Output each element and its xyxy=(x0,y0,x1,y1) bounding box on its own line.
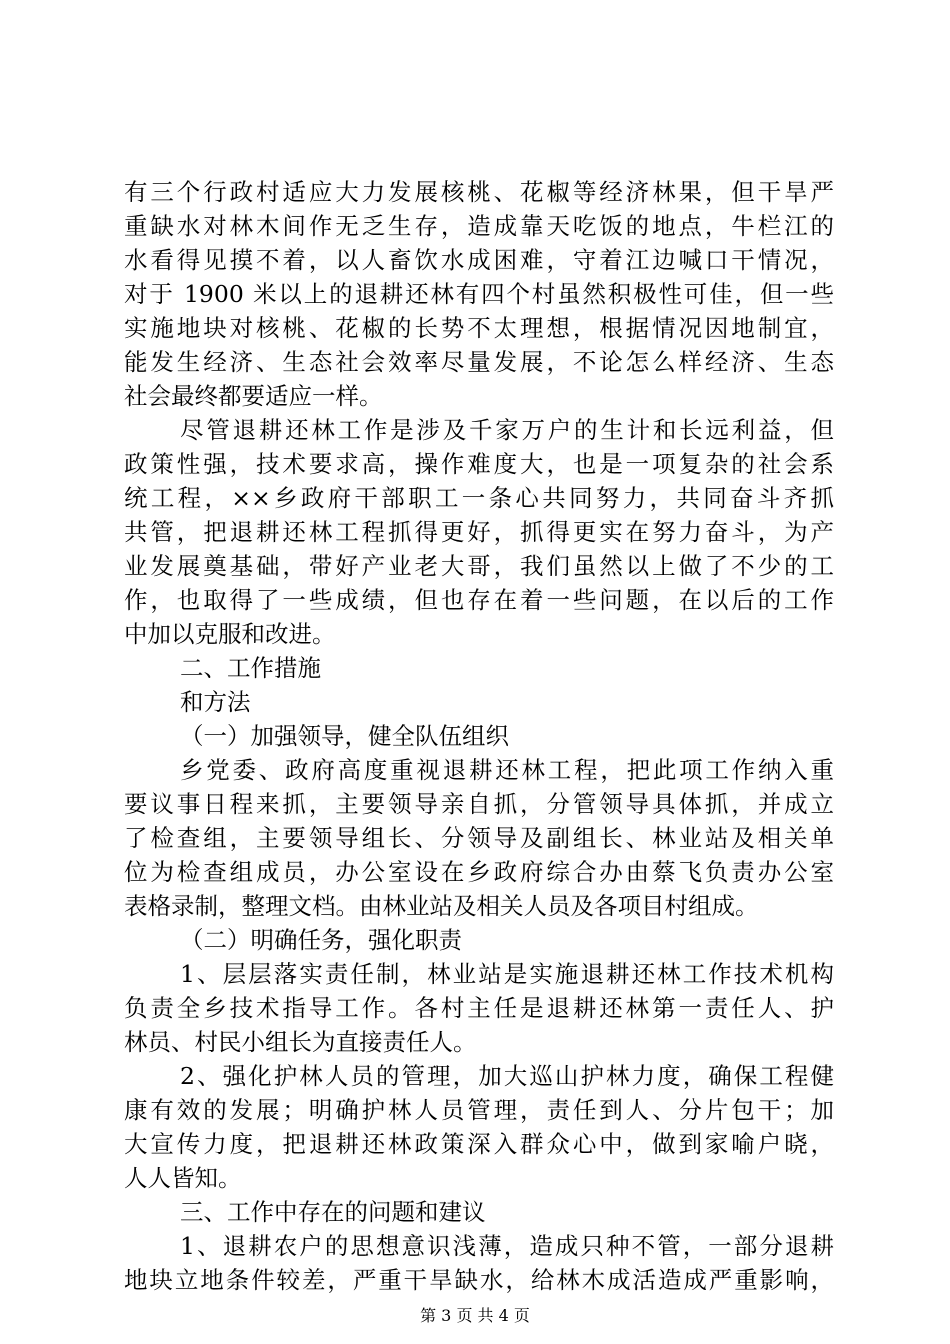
text-line: 水看得见摸不着，以人畜饮水成困难，守着江边喊口干情况， xyxy=(124,246,834,274)
text-line: 重缺水对林木间作无乏生存，造成靠天吃饭的地点，牛栏江的 xyxy=(124,212,834,240)
text-line: 大宣传力度，把退耕还林政策深入群众心中，做到家喻户晓， xyxy=(124,1130,834,1158)
text-line: 负责全乡技术指导工作。各村主任是退耕还林第一责任人、护 xyxy=(124,994,834,1022)
section-heading: 二、工作措施 xyxy=(180,654,321,682)
text-line: 共管，把退耕还林工程抓得更好，抓得更实在努力奋斗，为产 xyxy=(124,518,834,546)
text-line: 地块立地条件较差，严重干旱缺水，给林木成活造成严重影响， xyxy=(124,1266,834,1294)
paragraph-first-line: 乡党委、政府高度重视退耕还林工程，把此项工作纳入重 xyxy=(180,756,834,784)
text-line: 业发展奠基础，带好产业老大哥，我们虽然以上做了不少的工 xyxy=(124,552,834,580)
paragraph-first-line: 1、退耕农户的思想意识浅薄，造成只种不管，一部分退耕 xyxy=(180,1232,834,1260)
text-line: 社会最终都要适应一样。 xyxy=(124,382,383,410)
text-line: 表格录制，整理文档。由林业站及相关人员及各项目村组成。 xyxy=(124,892,759,920)
section-heading: 三、工作中存在的问题和建议 xyxy=(180,1198,486,1226)
page-footer: 第 3 页 共 4 页 xyxy=(420,1306,530,1325)
paragraph-first-line: 2、强化护林人员的管理，加大巡山护林力度，确保工程健 xyxy=(180,1062,834,1090)
text-line: 对于 1900 米以上的退耕还林有四个村虽然积极性可佳，但一些 xyxy=(124,280,834,308)
text-line: 要议事日程来抓，主要领导亲自抓，分管领导具体抓，并成立 xyxy=(124,790,834,818)
text-line: 了检查组，主要领导组长、分领导及副组长、林业站及相关单 xyxy=(124,824,834,852)
text-line: 能发生经济、生态社会效率尽量发展，不论怎么样经济、生态 xyxy=(124,348,834,376)
paragraph-first-line: 1、层层落实责任制，林业站是实施退耕还林工作技术机构 xyxy=(180,960,834,988)
section-heading-cont: 和方法 xyxy=(180,688,251,716)
text-line: 有三个行政村适应大力发展核桃、花椒等经济林果，但干旱严 xyxy=(124,178,834,206)
paragraph-first-line: 尽管退耕还林工作是涉及千家万户的生计和长远利益，但 xyxy=(180,416,834,444)
subsection-heading: （二）明确任务，强化职责 xyxy=(180,926,462,954)
text-line: 作，也取得了一些成绩，但也存在着一些问题，在以后的工作 xyxy=(124,586,834,614)
text-line: 林员、村民小组长为直接责任人。 xyxy=(124,1028,477,1056)
text-line: 康有效的发展；明确护林人员管理，责任到人、分片包干；加 xyxy=(124,1096,834,1124)
text-line: 统工程，××乡政府干部职工一条心共同努力，共同奋斗齐抓 xyxy=(124,484,834,512)
text-line: 位为检查组成员，办公室设在乡政府综合办由蔡飞负责办公室 xyxy=(124,858,834,886)
text-line: 人人皆知。 xyxy=(124,1164,242,1192)
text-line: 中加以克服和改进。 xyxy=(124,620,336,648)
text-line: 实施地块对核桃、花椒的长势不太理想，根据情况因地制宜， xyxy=(124,314,834,342)
subsection-heading: （一）加强领导，健全队伍组织 xyxy=(180,722,509,750)
text-line: 政策性强，技术要求高，操作难度大，也是一项复杂的社会系 xyxy=(124,450,834,478)
